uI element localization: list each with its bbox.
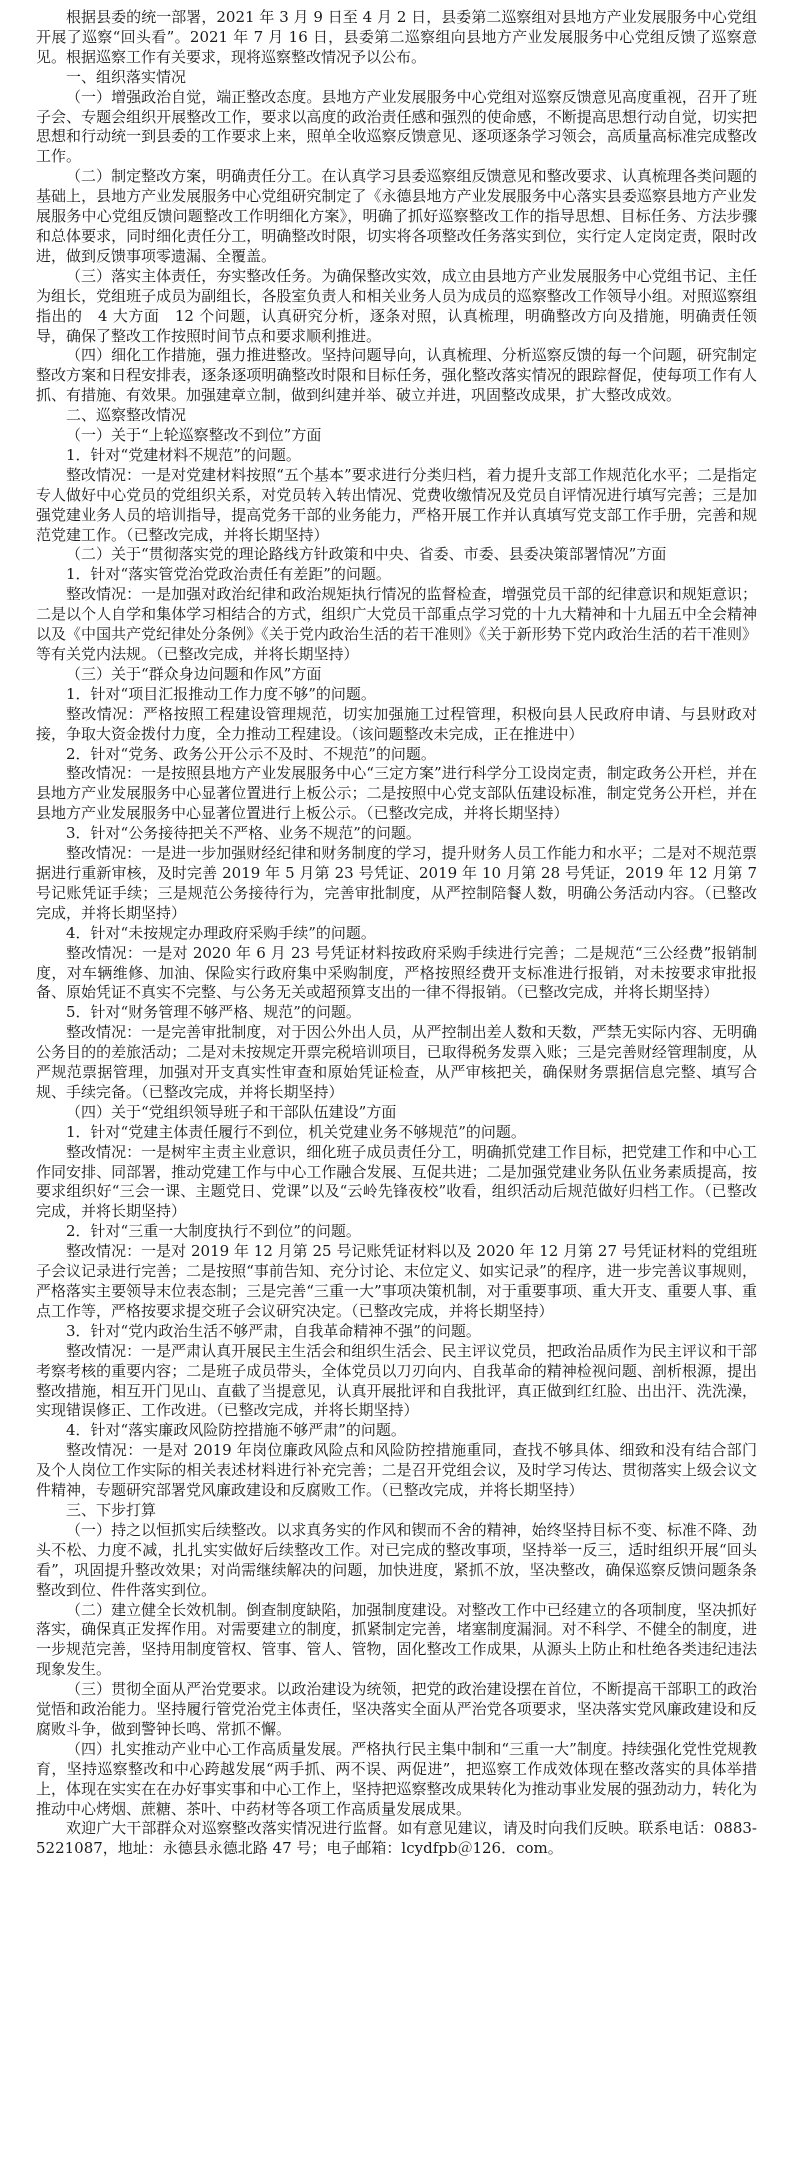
contact-paragraph: 欢迎广大干部群众对巡察整改落实情况进行监督。如有意见建议，请及时向我们反映。联系电话：0883-5221087，地址：永德县永德北路 47 号；电子邮箱：lcydfpb＠126．com。	[36, 1819, 757, 1858]
paragraph: （四）细化工作措施，强力推进整改。坚持问题导向，认真梳理、分析巡察反馈的每一个问题，研究制定整改方案和日程安排表，逐条逐项明确整改时限和目标任务，强化整改落实情况的跟踪督促，使每项工作有人抓、有措施、有效果。加强建章立制，做到纠建并举、破立并进，巩固整改成果，扩大整改成效。	[36, 346, 757, 405]
issue-item: 4．针对“未按规定办理政府采购手续”的问题。	[66, 923, 376, 942]
subheading: （二）关于“贯彻落实党的理论路线方针政策和中央、省委、市委、县委决策部署情况”方面	[66, 545, 667, 564]
paragraph: 整改情况：一是加强对政治纪律和政治规矩执行情况的监督检查，增强党员干部的纪律意识和规矩意识；二是以个人自学和集体学习相结合的方式，组织广大党员干部重点学习党的十九大精神和十九届五中全会精神以及《中国共产党纪律处分条例》《关于党内政治生活的若干准则》《关于新形势下党内政治生活的若干准则》等有关党内法规。（已整改完成，并将长期坚持）	[36, 585, 757, 663]
paragraph: （一）持之以恒抓实后续整改。以求真务实的作风和锲而不舍的精神，始终坚持目标不变、标准不降、劲头不松、力度不减，扎扎实实做好后续整改工作。对已完成的整改事项，坚持举一反三，适时组织开展“回头看”，巩固提升整改效果；对尚需继续解决的问题，加快进度，紧抓不放，坚决整改，确保巡察反馈问题条条整改到位、件件落实到位。	[36, 1520, 757, 1599]
paragraph: 整改情况：一是对 2019 年岗位廉政风险点和风险防控措施重同，查找不够具体、细致和没有结合部门及个人岗位工作实际的相关表述材料进行补充完善；二是召开党组会议，及时学习传达、贯彻落实上级会议文件精神，专题研究部署党风廉政建设和反腐败工作。（已整改完成，并将长期坚持）	[36, 1441, 757, 1500]
issue-item: 1．针对“党建材料不规范”的问题。	[66, 445, 301, 464]
subheading: （四）关于“党组织领导班子和干部队伍建设”方面	[66, 1102, 397, 1121]
paragraph: 整改情况：一是按照县地方产业发展服务中心“三定方案”进行科学分工设岗定责，制定政务公开栏，并在县地方产业发展服务中心显著位置进行上板公示；二是按照中心党支部队伍建设标准，制定党务公开栏，并在县地方产业发展服务中心显著位置进行上板公示。（已整改完成，并将长期坚持）	[36, 764, 757, 823]
issue-item: 2．针对“党务、政务公开公示不及时、不规范”的问题。	[66, 744, 436, 763]
heading-organization: 一、组织落实情况	[66, 67, 187, 86]
paragraph: 整改情况：一是对 2019 年 12 月第 25 号记账凭证材料以及 2020 年 12 月第 27 号凭证材料的党组班子会议记录进行完善；二是按照“事前告知、充分讨论、末位定义、如实记录”的程序，进一步完善议事规则，严格落实主要领导末位表态制；三是完善“三重一大”事项决策机制，对于重要事项、重大开支、重要人事、重点工作等，严格按要求提交班子会议研究决定。（已整改完成，并将长期坚持）	[36, 1242, 757, 1320]
issue-item: 1．针对“项目汇报推动工作力度不够”的问题。	[66, 684, 376, 703]
issue-item: 1．针对“党建主体责任履行不到位，机关党建业务不够规范”的问题。	[66, 1122, 526, 1141]
paragraph: 整改情况：一是严肃认真开展民主生活会和组织生活会、民主评议党员，把政治品质作为民主评议和干部考察考核的重要内容；二是班子成员带头，全体党员以刀刃向内、自我革命的精神检视问题、剖析根源，提出整改措施，相互开门见山、直截了当提意见，认真开展批评和自我批评，真正做到红红脸、出出汗、洗洗澡，实现错误修正、工作改进。（已整改完成，并将长期坚持）	[36, 1341, 757, 1420]
issue-item: 4．针对“落实廉政风险防控措施不够严肃”的问题。	[66, 1421, 406, 1440]
paragraph: 整改情况：严格按照工程建设管理规范，切实加强施工过程管理，积极向县人民政府申请、与县财政对接，争取大资金拨付力度，全力推动工程建设。（该问题整改未完成，正在推进中）	[36, 704, 757, 743]
paragraph: （三）贯彻全面从严治党要求。以政治建设为统领，把党的政治建设摆在首位，不断提高干部职工的政治觉悟和政治能力。坚持履行管党治党主体责任，坚决落实全面从严治党各项要求，坚决落实党风廉政建设和反腐败斗争，做到警钟长鸣、常抓不懈。	[36, 1680, 757, 1738]
issue-item: 1．针对“落实管党治党政治责任有差距”的问题。	[66, 565, 391, 584]
issue-item: 5．针对“财务管理不够严格、规范”的问题。	[66, 1003, 361, 1022]
heading-rectification: 二、巡察整改情况	[66, 406, 187, 425]
paragraph: （二）制定整改方案，明确责任分工。在认真学习县委巡察组反馈意见和整改要求、认真梳理各类问题的基础上，县地方产业发展服务中心党组研究制定了《永德县地方产业发展服务中心落实县委巡察县地方产业发展服务中心党组反馈问题整改工作明细化方案》，明确了抓好巡察整改工作的指导思想、目标任务、方法步骤和总体要求，同时细化责任分工，明确整改时限，切实将各项整改任务落实到位，实行定人定岗定责，限时改进，做到反馈事项零遗漏、全覆盖。	[36, 167, 757, 265]
issue-item: 3．针对“公务接待把关不严格、业务不规范”的问题。	[66, 824, 421, 843]
subheading: （三）关于“群众身边问题和作风”方面	[66, 664, 322, 683]
paragraph: （四）扎实推动产业中心工作高质量发展。严格执行民主集中制和“三重一大”制度。持续强化党性党规教育，坚持巡察整改和中心跨越发展“两手抓、两不误、两促进”，把巡察工作成效体现在整改落实的具体举措上，体现在实实在在办好事实事和中心工作上，坚持把巡察整改成果转化为推动事业发展的强劲动力，转化为推动中心烤烟、蔗糖、茶叶、中药材等各项工作高质量发展成果。	[36, 1739, 757, 1818]
paragraph: 整改情况：一是对 2020 年 6 月 23 号凭证材料按政府采购手续进行完善；二是规范“三公经费”报销制度，对车辆维修、加油、保险实行政府集中采购制度，严格按照经费开支标准进行报销，对未按要求审批报备、原始凭证不真实不完整、与公务无关或超预算支出的一律不得报销。（已整改完成，并将长期坚持）	[36, 943, 757, 1002]
paragraph: 整改情况：一是树牢主责主业意识，细化班子成员责任分工，明确抓党建工作目标，把党建工作和中心工作同安排、同部署，推动党建工作与中心工作融合发展、互促共进；二是加强党建业务队伍业务素质提高，按要求组织好“三会一课、主题党日、党课”以及“云岭先锋夜校”收看，组织活动后规范做好归档工作。（已整改完成，并将长期坚持）	[36, 1142, 757, 1221]
paragraph: 整改情况：一是完善审批制度，对于因公外出人员，从严控制出差人数和天数，严禁无实际内容、无明确公务目的的差旅活动；二是对未按规定开票完税培训项目，已取得税务发票入账；三是完善财经管理制度，从严规范票据管理，加强对开支真实性审查和原始凭证检查，从严审核把关，确保财务票据信息完整、填写合规、手续完备。（已整改完成，并将长期坚持）	[36, 1023, 757, 1101]
paragraph: 整改情况：一是对党建材料按照“五个基本”要求进行分类归档，着力提升支部工作规范化水平；二是指定专人做好中心党员的党组织关系，对党员转入转出情况、党费收缴情况及党员自评情况进行填写完善；三是加强党建业务人员的培训指导，提高党务干部的业务能力，严格开展工作并认真填写党支部工作手册，完善和规范党建工作。（已整改完成，并将长期坚持）	[36, 465, 757, 544]
paragraph: （二）建立健全长效机制。倒查制度缺陷，加强制度建设。对整改工作中已经建立的各项制度，坚决抓好落实，确保真正发挥作用。对需要建立的制度，抓紧制定完善，堵塞制度漏洞。对不科学、不健全的制度，进一步规范完善，坚持用制度管权、管事、管人、管物，固化整改工作成果，从源头上防止和杜绝各类违纪违法现象发生。	[36, 1600, 757, 1679]
heading-next-steps: 三、下步打算	[66, 1500, 157, 1519]
subheading: （一）关于“上轮巡察整改不到位”方面	[66, 426, 322, 445]
paragraph: 整改情况：一是进一步加强财经纪律和财务制度的学习，提升财务人员工作能力和水平；二是对不规范票据进行重新审核，及时完善 2019 年 5 月第 23 号凭证、2019 年 10 月第 28 号凭证，2019 年 12 月第 7 号记账凭证手续；三是规范公务接待行为，完善审批制度，从严控制陪餐人数，明确公务活动内容。（已整改完成，并将长期坚持）	[36, 844, 757, 922]
paragraph-intro: 根据县委的统一部署，2021 年 3 月 9 日至 4 月 2 日，县委第二巡察组对县地方产业发展服务中心党组开展了巡察“回头看”。2021 年 7 月 16 日，县委第二巡察组向县地方产业发展服务中心党组反馈了巡察意见。根据巡察工作有关要求，现将巡察整改情况予以公布。	[36, 8, 757, 66]
paragraph: （三）落实主体责任，夯实整改任务。为确保整改实效，成立由县地方产业发展服务中心党组书记、主任为组长，党组班子成员为副组长，各股室负责人和相关业务人员为成员的巡察整改工作领导小组。对照巡察组指出的 4 大方面 12 个问题，认真研究分析，逐条对照，认真梳理，明确整改方向及措施，明确责任领导，确保了整改工作按照时间节点和要求顺利推进。	[36, 266, 757, 345]
issue-item: 2．针对“三重一大制度执行不到位”的问题。	[66, 1222, 361, 1241]
paragraph: （一）增强政治自觉，端正整改态度。县地方产业发展服务中心党组对巡察反馈意见高度重视，召开了班子会、专题会组织开展整改工作，要求以高度的政治责任感和强烈的使命感，不断提高思想行动自觉，切实把思想和行动统一到县委的工作要求上来，照单全收巡察反馈意见、逐项逐条学习领会，高质量高标准完成整改工作。	[36, 87, 757, 166]
issue-item: 3．针对“党内政治生活不够严肃，自我革命精神不强”的问题。	[66, 1321, 481, 1340]
